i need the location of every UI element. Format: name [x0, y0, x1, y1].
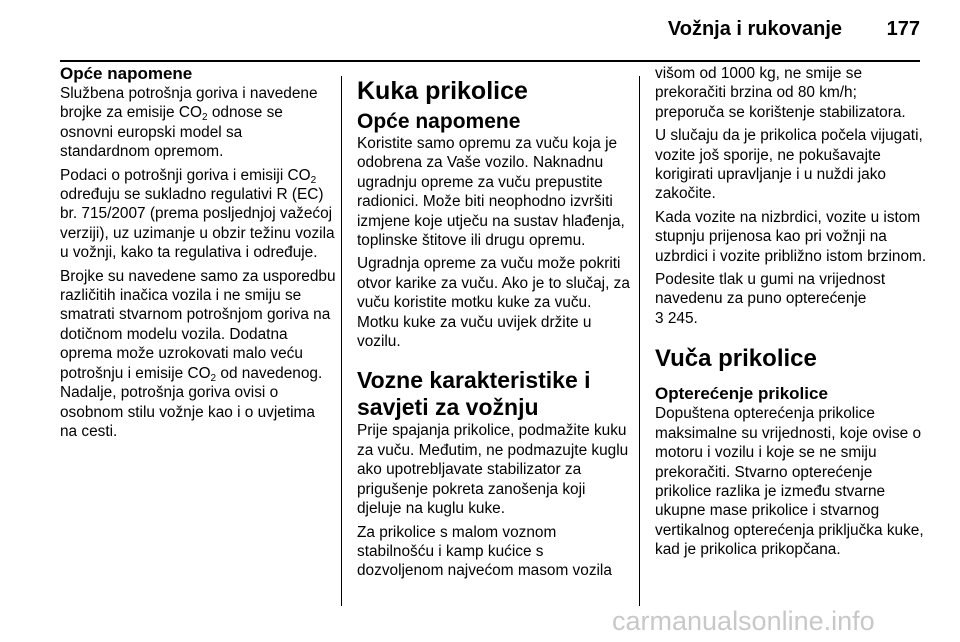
page-header [0, 0, 960, 60]
column-1 [60, 64, 336, 445]
subtitle-general-notes: Opće napomene [357, 110, 521, 133]
title-tow-hitch: Kuka prikolice [357, 77, 528, 105]
watermark: carmanualsonline.info [612, 606, 875, 636]
heading-general-notes: Opće napomene [60, 64, 193, 83]
paragraph: Brojke su navedene samo za usporedbu različitih inačica vozila i ne smiju se smatrati stvarnom potrošnjom goriva na dotičnom modelu vozila. Dodatna oprema može uzrokovati malo veću potrošnju i emisije $CO_2$ od navedenog. Nadalje, potrošnja goriva ovisi o osobnom stilu vožnje kao i o uvjetima na cesti. [60, 267, 336, 440]
column-3 [655, 64, 930, 564]
arrow-icon: 3 [655, 309, 664, 327]
title-trailer-towing: Vuča prikolice [655, 345, 817, 373]
section-title: Vožnja i rukovanje [667, 18, 842, 40]
paragraph: Podaci o potrošnji goriva i emisiji $CO_2$ određuju se sukladno regulativi R (EC) br. 715/2007 (prema posljednjoj važećoj verziji), uz uzimanje u obzir težinu vozila u vožnji, kako ta regulativa i određuje. [60, 166, 335, 262]
paragraph: višom od 1000 kg, ne smije se prekoračiti brzina od 80 km/h; preporuča se korištenje stabilizatora. [655, 65, 906, 121]
paragraph: Dopuštena opterećenja prikolice maksimalne su vrijednosti, koje ovise o motoru i vozilu i koje se ne smiju prekoračiti. Stvarno opterećenje prikolice razlika je između stvarne ukupne mase prikolice i stvarnog vertikalnog opterećenja priključka kuke, kad je prikolica prikopčana. [655, 405, 924, 559]
paragraph: U slučaju da je prikolica počela vijugati, vozite još sporije, ne pokušavajte korigirati upravljanje i u nuždi jako zakočite. [655, 127, 923, 203]
paragraph: Prije spajanja prikolice, podmažite kuku za vuču. Međutim, ne podmazujte kuglu ako upotrebljavate stabilizator za prigušenje pokreta zanošenja koji djeluje na kuglu kuke. [357, 422, 629, 518]
paragraph: Kada vozite na nizbrdici, vozite u istom stupnju prijenosa kao pri vožnji na uzbrdici i vozite približno istom brzinom. [655, 208, 927, 265]
column-2 [357, 64, 633, 585]
page-reference[interactable]: 3 245. [655, 309, 698, 327]
paragraph: Za prikolice s malom voznom stabilnošću i kamp kućice s dozvoljenom najvećom masom vozila [357, 523, 612, 580]
heading-trailer-load: Opterećenje prikolice [655, 384, 828, 404]
header-rule [60, 60, 920, 62]
paragraph: Podesite tlak u gumi na vrijednost navedenu za puno opterećenje 3 245. [655, 271, 886, 327]
title-driving-characteristics: Vozne karakteristike i savjeti za vožnju [357, 367, 591, 421]
paragraph: Službena potrošnja goriva i navedene brojke za emisije $CO_2$ odnose se osnovni europski model sa standardnom opremom. [60, 85, 318, 161]
paragraph: Koristite samo opremu za vuču koja je odobrena za Vaše vozilo. Naknadnu ugradnju opreme za vuču prepustite radionici. Može biti neophodno izvršiti izmjene koje utječu na sustav hlađenja, toplinske štitove ili drugu opremu. [357, 135, 625, 250]
page-number: 177 [886, 18, 920, 40]
column-separator [341, 76, 342, 606]
paragraph: Ugradnja opreme za vuču može pokriti otvor karike za vuču. Ako je to slučaj, za vuču koristite motku kuke za vuču. Motku kuke za vuču uvijek držite u vozilu. [357, 255, 630, 351]
column-separator [639, 76, 640, 606]
